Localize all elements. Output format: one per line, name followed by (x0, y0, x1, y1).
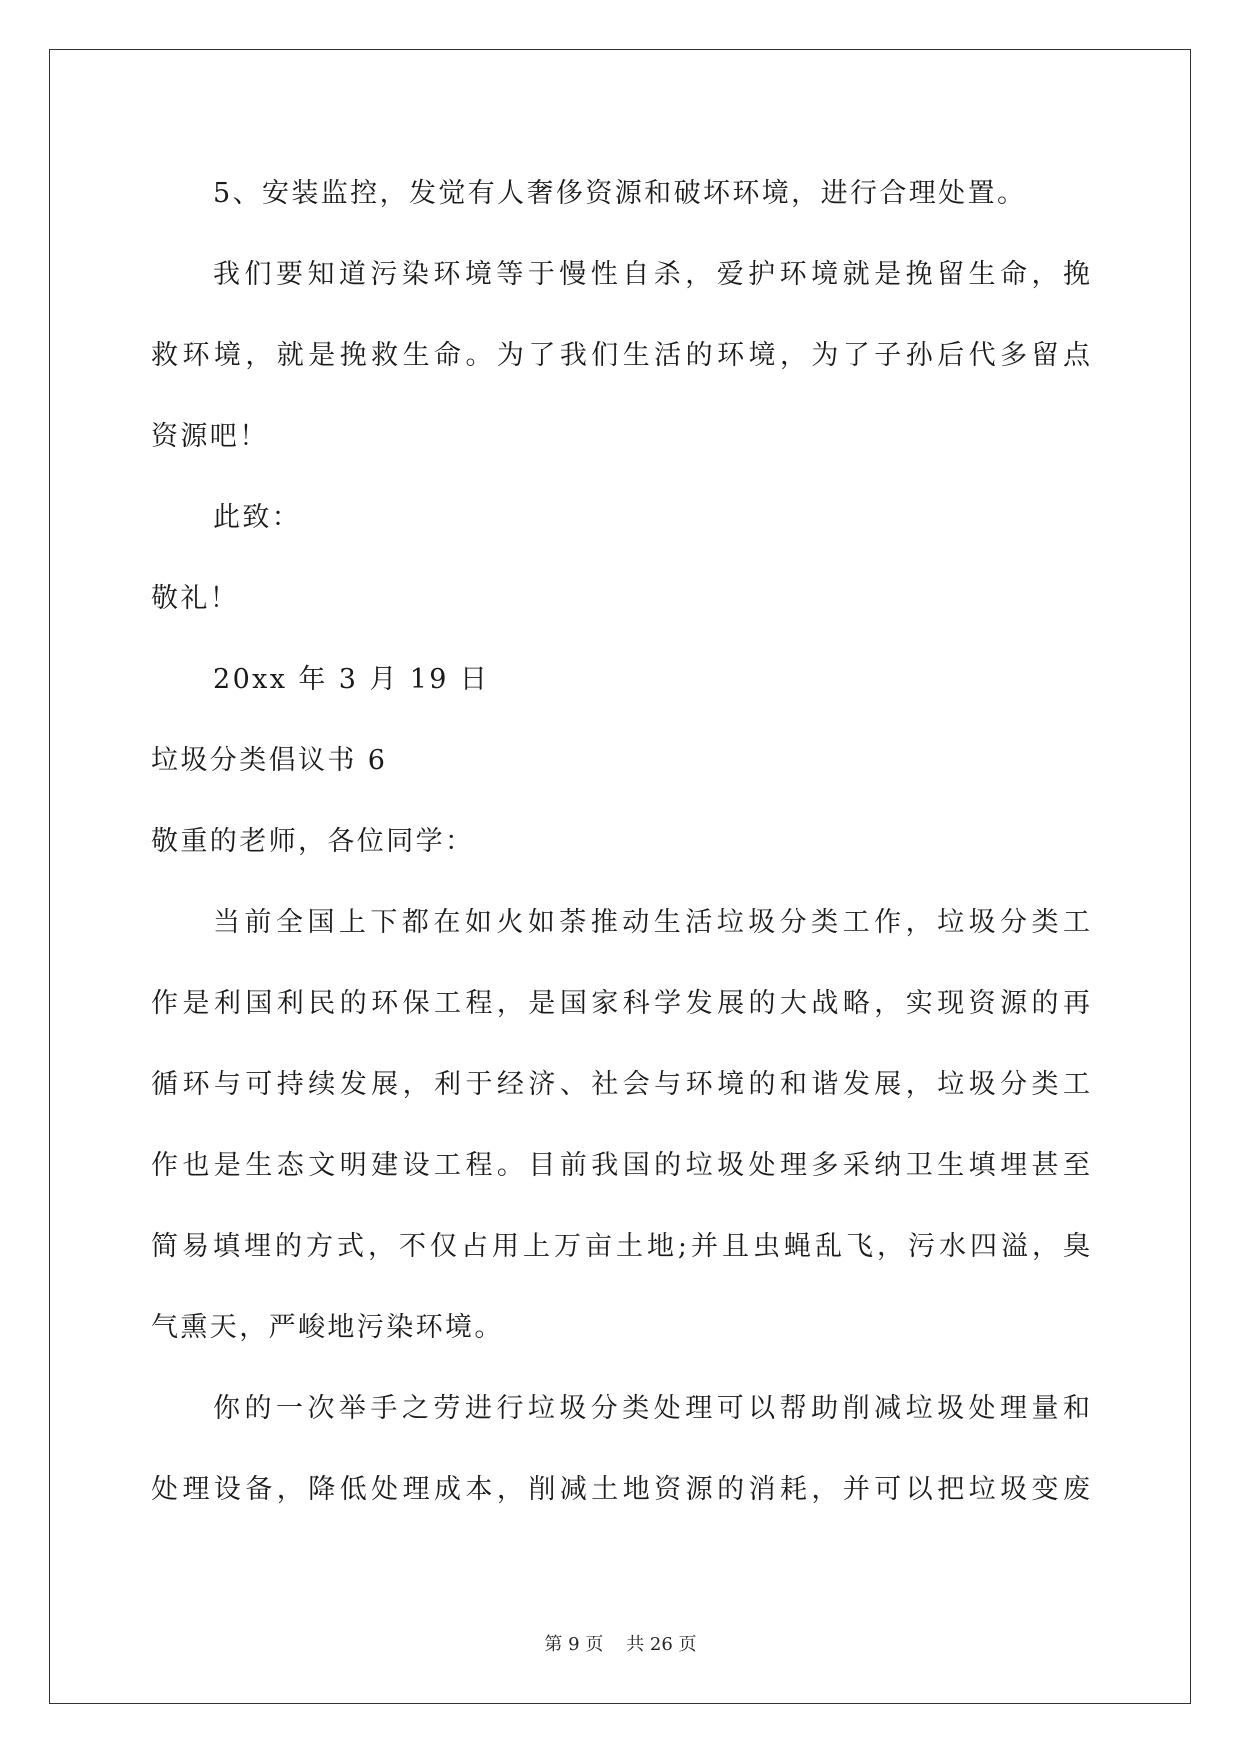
paragraph-line: 你的一次举手之劳进行垃圾分类处理可以帮助削减垃圾处理量和 (213, 1393, 1090, 1424)
letter-date: 20xx 年 3 月 19 日 (213, 664, 490, 695)
paragraph-line: 作是利国利民的环保工程，是国家科学发展的大战略，实现资源的再 (151, 988, 1090, 1019)
paragraph-line: 作也是生态文明建设工程。目前我国的垃圾处理多采纳卫生填埋甚至 (151, 1150, 1090, 1181)
paragraph-line: 救环境，就是挽救生命。为了我们生活的环境，为了子孙后代多留点 (151, 340, 1090, 371)
page-number-footer: 第 9 页 共 26 页 (544, 1634, 697, 1655)
paragraph-line: 我们要知道污染环境等于慢性自杀，爱护环境就是挽留生命，挽 (213, 259, 1090, 290)
paragraph-line: 循环与可持续发展，利于经济、社会与环境的和谐发展，垃圾分类工 (151, 1069, 1090, 1100)
paragraph-line: 资源吧！ (151, 421, 269, 452)
paragraph-line: 当前全国上下都在如火如荼推动生活垃圾分类工作，垃圾分类工 (213, 907, 1090, 938)
closing-regards: 敬礼！ (151, 583, 240, 614)
section-title: 垃圾分类倡议书 6 (151, 745, 388, 776)
paragraph-line: 简易填埋的方式，不仅占用上万亩土地;并且虫蝇乱飞，污水四溢，臭 (151, 1231, 1090, 1262)
paragraph-line: 气熏天，严峻地污染环境。 (151, 1312, 504, 1343)
closing-salutation: 此致： (213, 502, 302, 533)
list-item-5: 5、安装监控，发觉有人奢侈资源和破坏环境，进行合理处置。 (213, 178, 1027, 209)
paragraph-line: 处理设备，降低处理成本，削减土地资源的消耗，并可以把垃圾变废 (151, 1474, 1090, 1505)
greeting: 敬重的老师，各位同学： (151, 826, 475, 857)
page-frame (49, 49, 1191, 1704)
